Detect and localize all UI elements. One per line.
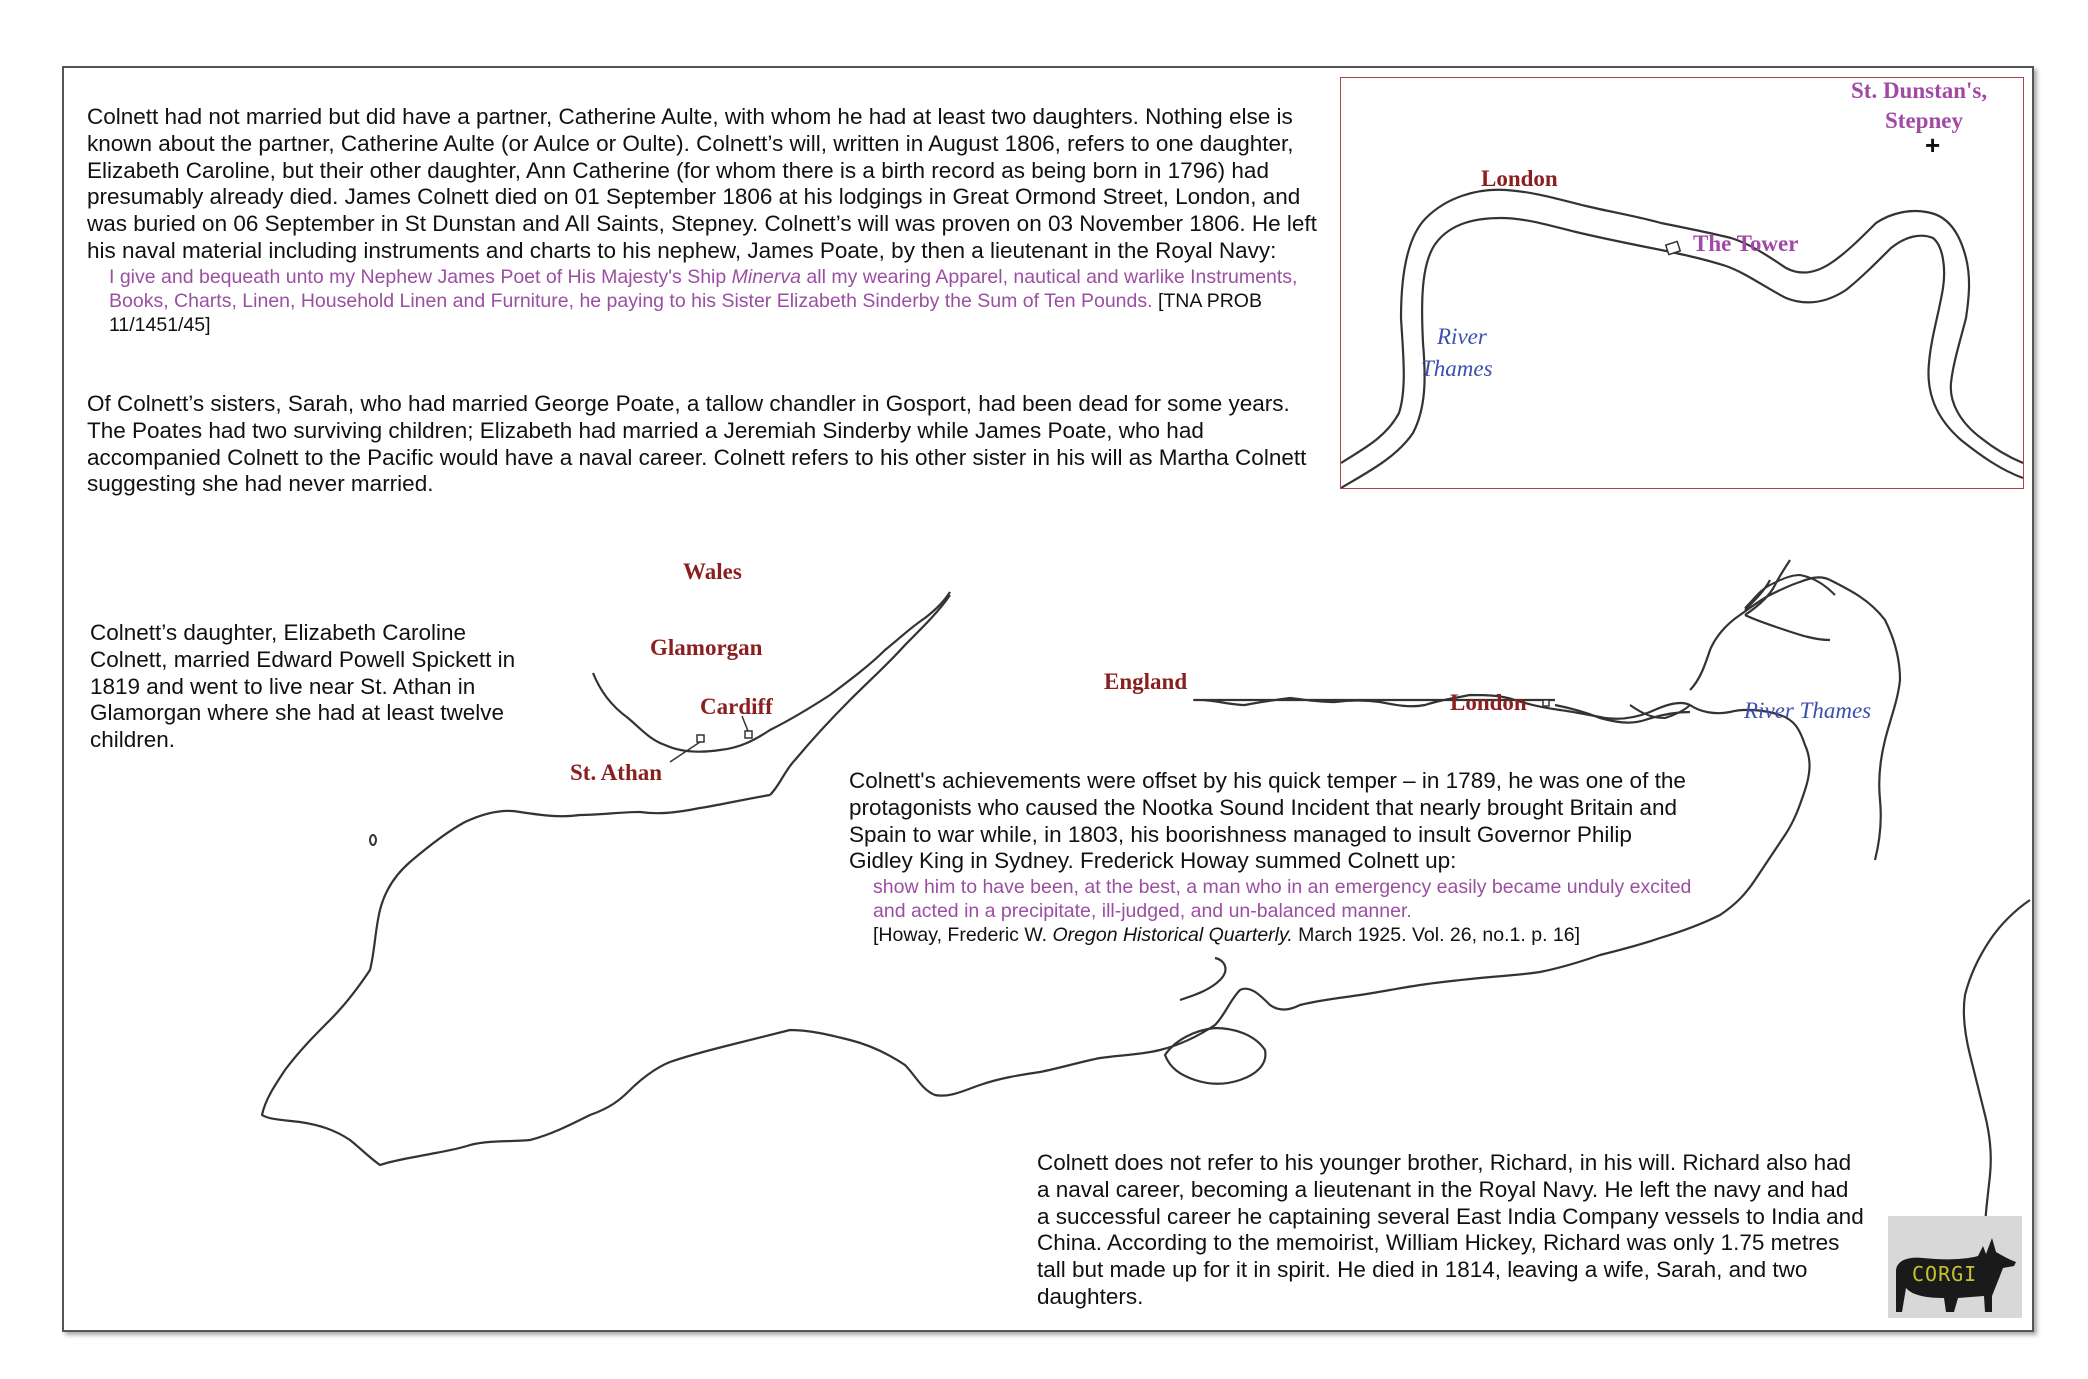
map-label-wales: Wales bbox=[683, 559, 742, 584]
will-quote bbox=[109, 265, 1319, 337]
howay-citation-part-a: [Howay, Frederic W. bbox=[873, 924, 1053, 947]
st-dunstans-cross-icon: + bbox=[1925, 130, 1941, 160]
inset-label-stepney: Stepney bbox=[1885, 108, 1963, 133]
paragraph-partner-and-will-text: Colnett had not married but did have a partner, Catherine Aulte, with whom he had at least two daughters. Nothing else is known about the partner, Catherine Aulte (or Aulce or Oulte). Colnett’s will, written in August 1806, refers to one daughter, Elizabeth Caroline, but their other daughter, Ann Catherine (for whom there is a birth record as being born in 1796) had presumably already died. James Colnett died on 01 September 1806 at his lodgings in Great Ormond Street, London, and was buried on 06 September in St Dunstan and All Saints, Stepney. Colnett’s will was proven on 03 November 1806. He left his naval material including instruments and charts to his nephew, James Poate, by then a lieutenant in the Royal Navy: bbox=[87, 104, 1317, 263]
essex-inlets bbox=[1745, 615, 1830, 640]
corgi-logo bbox=[1888, 1216, 2022, 1318]
paragraph-partner-and-will bbox=[87, 104, 1319, 337]
inset-label-london: London bbox=[1481, 166, 1558, 191]
inset-label-the-tower: The Tower bbox=[1693, 231, 1799, 256]
will-quote-part-a: I give and bequeath unto my Nephew James Poet of His Majesty's Ship bbox=[109, 265, 732, 288]
map-label-glamorgan: Glamorgan bbox=[650, 635, 763, 660]
isle-of-wight bbox=[1165, 1028, 1265, 1084]
paragraph-daughter: Colnett’s daughter, Elizabeth Caroline Colnett, married Edward Powell Spickett in 1819 and went to live near St. Athan in Glamorgan where she had at least twelve children. bbox=[90, 620, 516, 753]
map-label-england: England bbox=[1104, 669, 1188, 694]
river-south-bank bbox=[1341, 218, 2023, 488]
small-island bbox=[370, 835, 376, 845]
paragraph-brother-richard: Colnett does not refer to his younger brother, Richard, in his will. Richard also had a naval career, becoming a lieutenant in the Royal Navy. He left the navy and had a successful career he captaining several East India Company vessels to India and China. According to the memoirist, William Hickey, Richard was only 1.75 metres tall but made up for it in spirit. He died in 1814, leaving a wife, Sarah, and two daughters. bbox=[1037, 1150, 1864, 1309]
thames-south-bank bbox=[1555, 705, 1690, 723]
solent-inlet bbox=[1180, 958, 1225, 1000]
wales-coast bbox=[593, 592, 950, 752]
inset-label-thames: Thames bbox=[1421, 356, 1493, 381]
howay-quote: show him to have been, at the best, a man who in an emergency easily became unduly excited and acted in a precipitate, ill-judged, and un-balanced manner. bbox=[873, 876, 1692, 923]
cardiff-marker bbox=[745, 731, 752, 738]
paragraph-temper bbox=[849, 768, 1701, 947]
paragraph-sisters: Of Colnett’s sisters, Sarah, who had married George Poate, a tallow chandler in Gosport, had been dead for some years. The Poates had two surviving children; Elizabeth had married a Jeremiah Sinderby while James Poate, who had accompanied Colnett to the Pacific would have a naval career. Colnett refers to his other sister in his will as Martha Colnett suggesting she had never married. bbox=[87, 391, 1307, 497]
far-right-coast bbox=[1964, 900, 2030, 1230]
inset-label-st-dunstans: St. Dunstan's, bbox=[1851, 78, 1988, 103]
map-label-river-thames: River Thames bbox=[1744, 698, 1872, 723]
map-label-cardiff: Cardiff bbox=[700, 694, 773, 719]
map-label-london: London bbox=[1450, 690, 1527, 715]
inset-label-river: River bbox=[1437, 324, 1487, 349]
howay-citation-journal: Oregon Historical Quarterly. bbox=[1052, 924, 1293, 947]
london-marker bbox=[1543, 700, 1549, 706]
thames-estuary-north bbox=[1194, 695, 1690, 719]
howay-citation bbox=[873, 923, 1701, 947]
corgi-logo-text: CORGI bbox=[1912, 1262, 1978, 1286]
inset-river-svg bbox=[1341, 78, 2023, 488]
howay-citation-part-b: March 1925. Vol. 26, no.1. p. 16] bbox=[1292, 924, 1581, 947]
map-label-st-athan: St. Athan bbox=[570, 760, 663, 785]
london-inset-map bbox=[1340, 77, 2024, 489]
bristol-channel-south bbox=[770, 595, 950, 795]
will-quote-part-b: all my wearing Apparel, nautical and warlike Instruments, Books, Charts, Linen, Household Linen and Furniture, he paying to his Sister Elizabeth Sinderby the Sum of Ten Pounds. bbox=[109, 265, 1298, 312]
st-athan-marker bbox=[697, 735, 704, 742]
will-citation: [TNA PROB 11/1451/45] bbox=[109, 289, 1262, 336]
paragraph-temper-text: Colnett's achievements were offset by his quick temper – in 1789, he was one of the protagonists who caused the Nootka Sound Incident that nearly brought Britain and Spain to war while, in 1803, his boorishness managed to insult Governor Philip Gidley King in Sydney. Frederick Howay summed Colnett up: bbox=[849, 768, 1686, 874]
will-quote-ship: Minerva bbox=[731, 265, 801, 288]
